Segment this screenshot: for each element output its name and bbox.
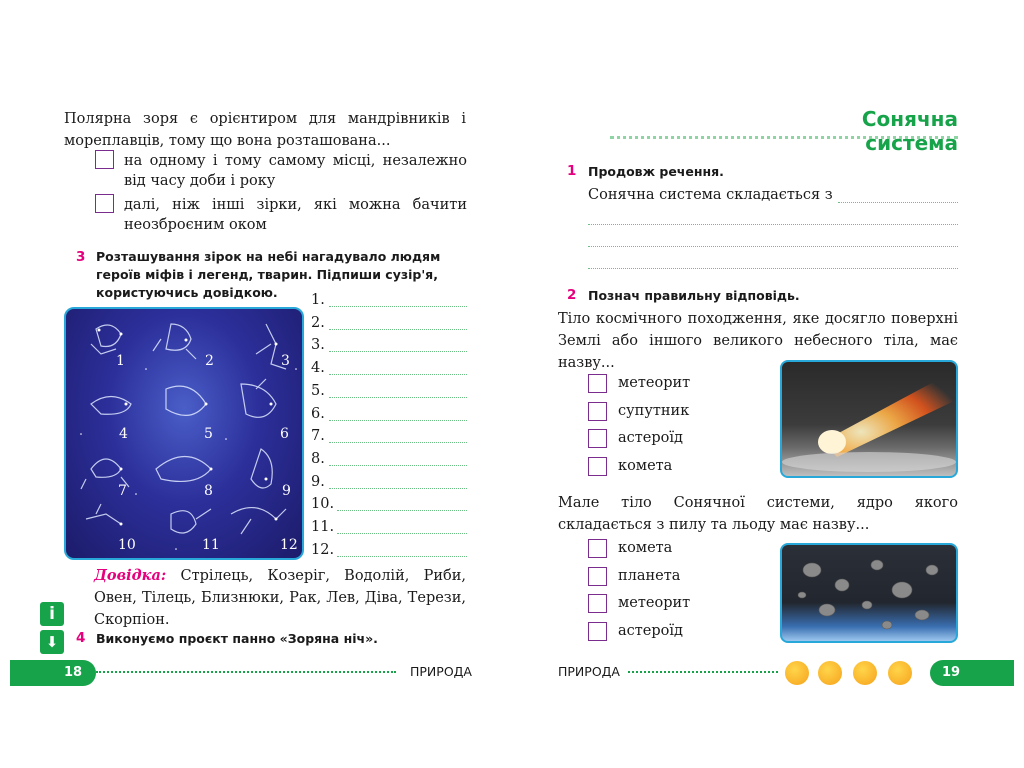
smiley-sad-icon[interactable] (888, 661, 912, 685)
smiley-happy-icon[interactable] (818, 661, 842, 685)
q2-checkbox-2[interactable] (588, 567, 607, 586)
constellation-label-3: 3 (281, 353, 290, 369)
answer-line-number: 8. (311, 450, 325, 467)
task-1-number: 1 (567, 163, 577, 179)
constellation-label-7: 7 (118, 483, 127, 499)
answer-line-number: 3. (311, 337, 325, 354)
answer-line-row[interactable] (311, 471, 467, 493)
answer-line-number: 9. (311, 473, 325, 490)
answer-line-2[interactable] (588, 224, 958, 225)
answer-line-row[interactable] (311, 312, 467, 334)
asteroids-image (780, 543, 958, 643)
task-1-heading: Продовж речення. (588, 164, 724, 179)
q2-option-3: метеорит (618, 595, 691, 611)
answer-line-rule (337, 510, 467, 511)
meteor-figure (782, 362, 956, 476)
answer-line-number: 6. (311, 405, 325, 422)
constellation-figures (66, 309, 302, 558)
footer-subject-right: ПРИРОДА (558, 664, 620, 679)
constellation-label-12: 12 (280, 537, 298, 553)
constellation-label-8: 8 (204, 483, 213, 499)
answer-line-row[interactable] (311, 516, 467, 538)
title-dotted-rule (610, 136, 958, 139)
task-2-number: 2 (567, 287, 577, 303)
q2-option-2: планета (618, 567, 681, 584)
question-1: Тіло космічного походження, яке досягло поверхні Землі або іншого великого небесного тіла, має назву... (558, 311, 958, 371)
footer-subject-left: ПРИРОДА (410, 664, 472, 679)
answer-line-number: 7. (311, 428, 325, 445)
answer-line-rule (329, 465, 467, 466)
q2-checkbox-1[interactable] (588, 539, 607, 558)
answer-line-rule (329, 351, 467, 352)
page-number-bar-right (930, 660, 1014, 686)
answer-line-3[interactable] (588, 246, 958, 247)
answer-line-row[interactable] (311, 403, 467, 425)
answer-line-number: 5. (311, 382, 325, 399)
q2-checkbox-3[interactable] (588, 594, 607, 613)
answer-line-number: 2. (311, 314, 325, 331)
reference-block (94, 565, 466, 631)
meteor-image (780, 360, 958, 478)
answer-line-row[interactable] (311, 289, 467, 311)
q1-checkbox-2[interactable] (588, 402, 607, 421)
answer-line-4[interactable] (588, 268, 958, 269)
answer-line-row[interactable] (311, 334, 467, 356)
answer-line-number: 11. (311, 519, 335, 535)
footer-dots-right (628, 671, 778, 673)
constellation-label-10: 10 (118, 537, 136, 553)
smiley-laughing-icon[interactable] (785, 661, 809, 685)
answer-line-row[interactable] (311, 539, 467, 561)
answer-line-row[interactable] (311, 357, 467, 379)
q1-checkbox-1[interactable] (588, 374, 607, 393)
asteroids-figure (782, 545, 956, 641)
task-3-number: 3 (76, 249, 86, 265)
page-number-left: 18 (64, 665, 83, 680)
answer-line-rule (329, 488, 467, 489)
answer-line-number: 4. (311, 360, 325, 377)
option-text-2: далі, ніж інші зірки, які можна бачити неозброєним оком (124, 197, 467, 233)
option-checkbox-1[interactable] (95, 150, 114, 169)
page-title: Сонячна система (861, 107, 958, 155)
task-1-sentence: Сонячна система складається з (588, 187, 833, 203)
constellation-label-11: 11 (202, 537, 220, 553)
constellation-label-2: 2 (205, 353, 214, 369)
smiley-neutral-icon[interactable] (853, 661, 877, 685)
answer-line-number: 10. (311, 496, 335, 513)
info-icon[interactable]: i (40, 602, 64, 626)
task-2-heading: Познач правильну відповідь. (588, 288, 800, 303)
q2-option-4: астероїд (618, 622, 683, 639)
q2-option-1: комета (618, 540, 673, 556)
answer-line-row[interactable] (311, 448, 467, 470)
intro-question: Полярна зоря є орієнтиром для мандрівників і мореплавців, тому що вона розташована... (64, 111, 466, 149)
answer-line-rule (337, 533, 467, 534)
answer-line-rule (329, 442, 467, 443)
constellation-label-1: 1 (116, 353, 125, 369)
task-3-heading: Розташування зірок на небі нагадувало людям героїв міфів і легенд, тварин. Підпиши сузір'я, користуючись довідкою. (96, 249, 441, 300)
page-number-bar-left (10, 660, 96, 686)
reference-label: Довідка: (94, 567, 167, 584)
constellation-label-4: 4 (119, 426, 128, 442)
download-icon[interactable]: ⬇ (40, 630, 64, 654)
answer-line-rule (337, 556, 467, 557)
constellation-label-5: 5 (204, 426, 213, 442)
q1-checkbox-4[interactable] (588, 457, 607, 476)
q1-option-3: астероїд (618, 430, 683, 446)
answer-line-rule (329, 329, 467, 330)
option-checkbox-2[interactable] (95, 194, 114, 213)
answer-line-row[interactable] (311, 493, 467, 515)
reference-text: Стрілець, Козеріг, Водолій, Риби, Овен, Тілець, Близнюки, Рак, Лев, Діва, Терези, Скорпіон. (94, 568, 466, 628)
constellation-label-9: 9 (282, 483, 291, 499)
answer-line-rule (329, 306, 467, 307)
answer-line-number: 1. (311, 292, 325, 308)
q1-option-4: комета (618, 457, 673, 474)
q2-checkbox-4[interactable] (588, 622, 607, 641)
answer-line-row[interactable] (311, 380, 467, 402)
answer-line-rule (329, 397, 467, 398)
task-4-number: 4 (76, 630, 86, 646)
constellation-label-6: 6 (280, 426, 289, 442)
constellations-image (64, 307, 304, 560)
question-2: Мале тіло Сонячної системи, ядро якого складається з пилу та льоду має назву... (558, 495, 958, 533)
option-text-1: на одному і тому самому місці, незалежно від часу доби і року (124, 153, 467, 189)
answer-line-number: 12. (311, 541, 335, 558)
answer-line-rule (329, 374, 467, 375)
answer-line-row[interactable] (311, 425, 467, 447)
q1-checkbox-3[interactable] (588, 429, 607, 448)
footer-dots-left (96, 671, 396, 673)
task-4-heading: Виконуємо проєкт панно «Зоряна ніч». (96, 631, 378, 646)
q1-option-2: супутник (618, 402, 690, 419)
answer-line-1[interactable] (838, 202, 958, 203)
q1-option-1: метеорит (618, 375, 691, 391)
answer-line-rule (329, 420, 467, 421)
page-number-right: 19 (942, 665, 961, 680)
